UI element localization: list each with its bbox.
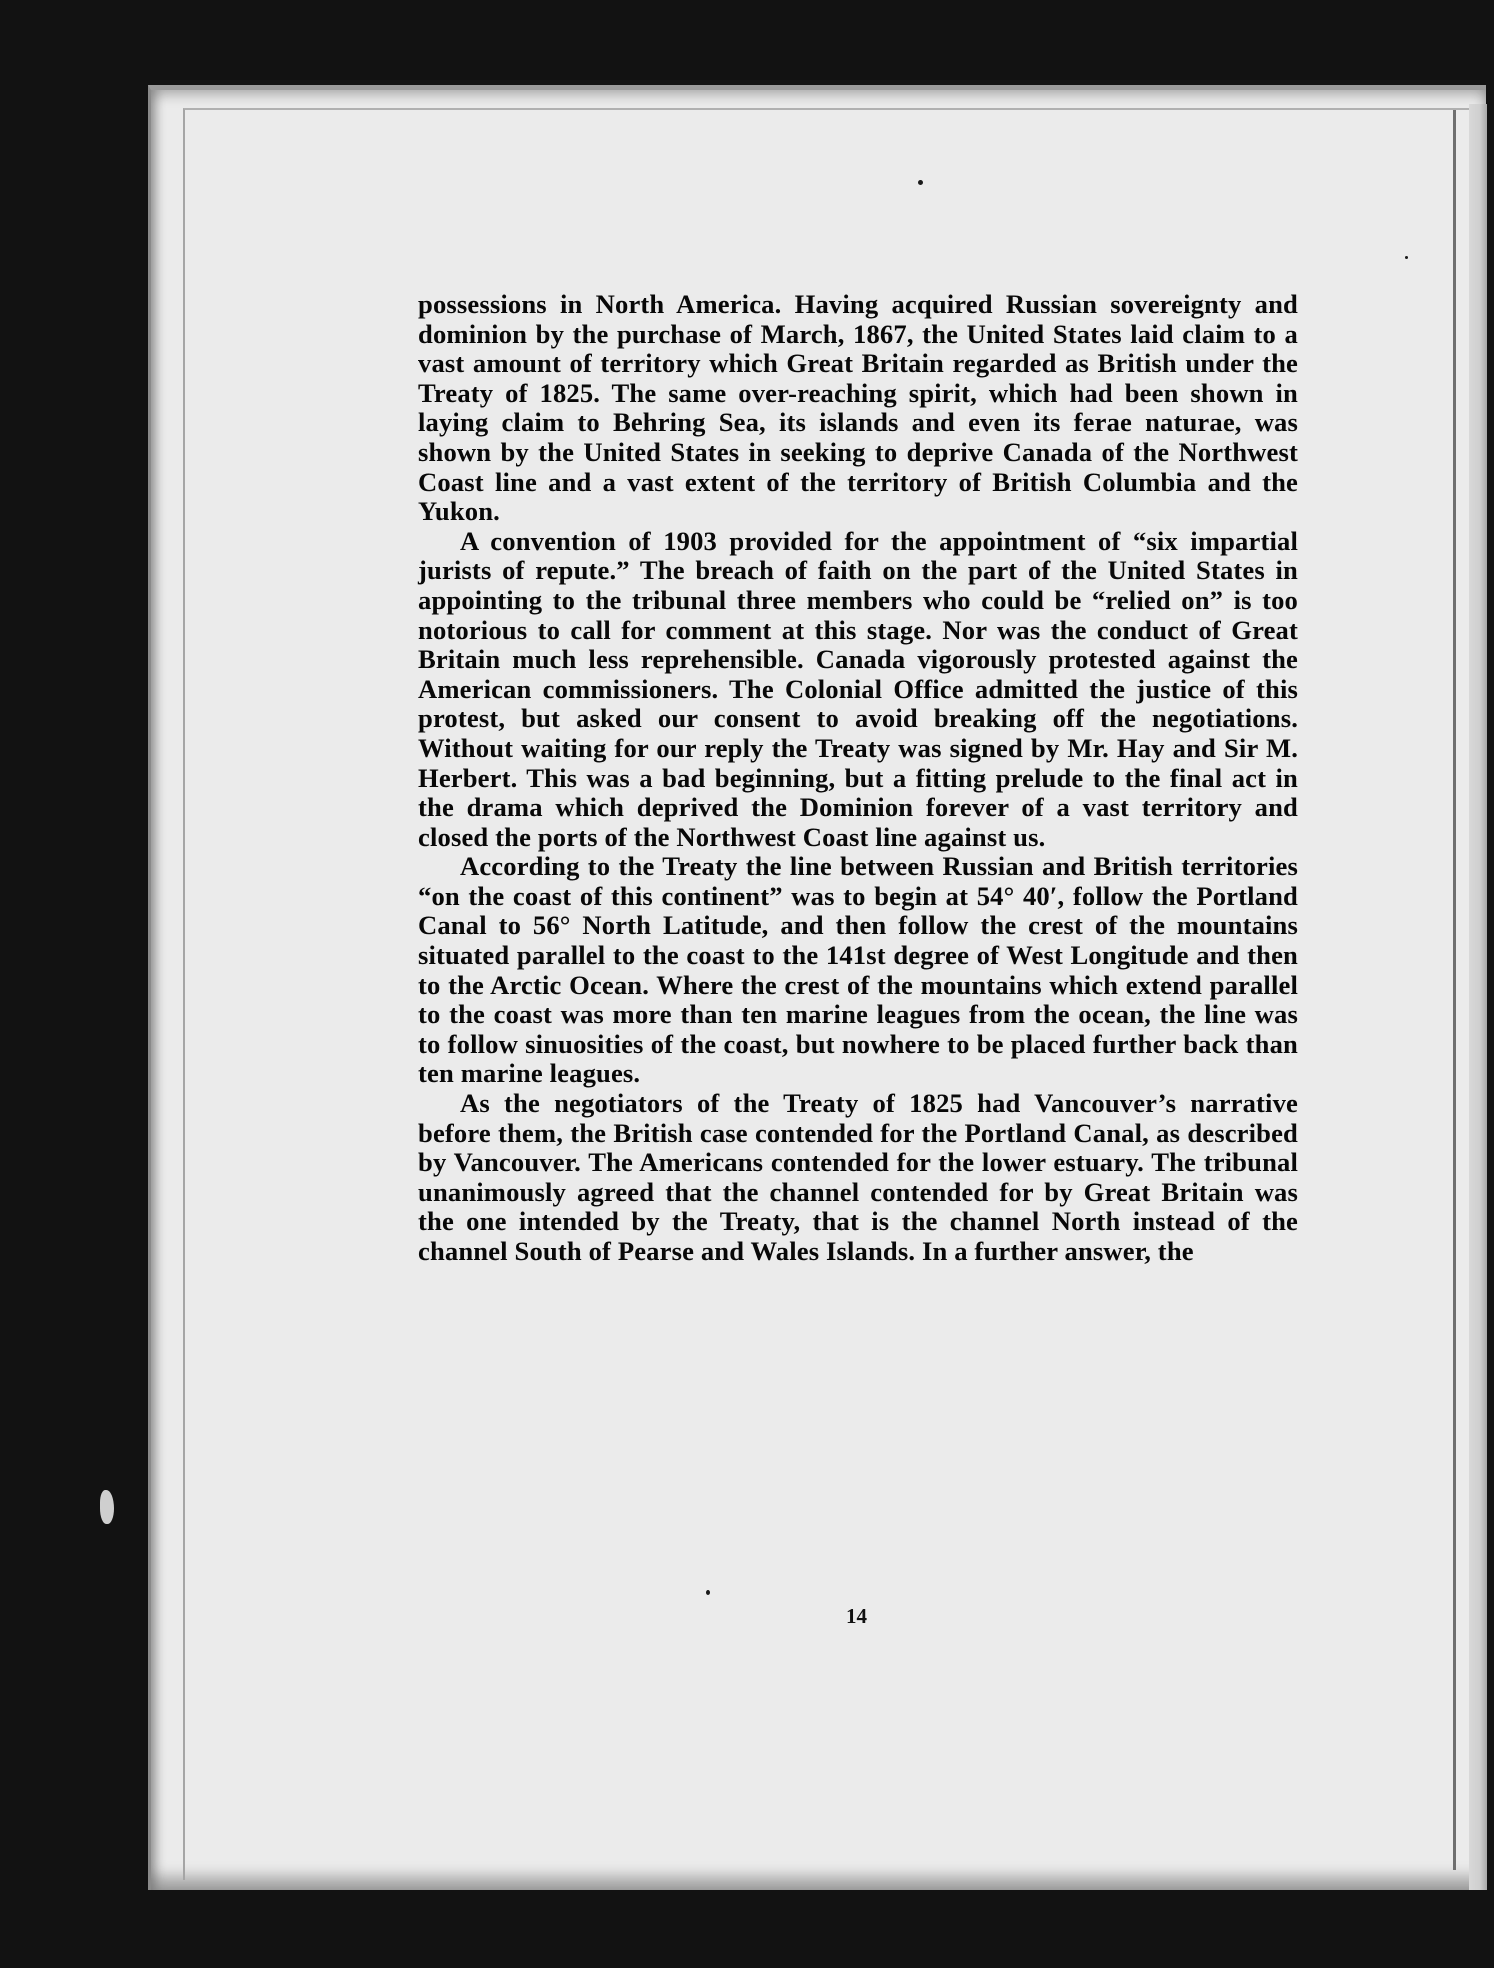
facing-page-edge bbox=[1469, 104, 1487, 1890]
scan-speck bbox=[706, 1590, 710, 1595]
paragraph-4: As the negotiators of the Treaty of 1825 had Vancouver’s narrative before them, the British case contended for the Portland Canal, as described by Vancouver. The Americans contended for the lower estuary. The tribunal unanimously agreed that the channel contended for by Great Britain was the one intended by the Treaty, that is the channel North instead of the channel South of Pearse and Wales Islands. In a further answer, the bbox=[418, 1088, 1298, 1266]
paragraph-1: possessions in North America. Having acquired Russian sovereignty and dominion by the purchase of March, 1867, the United States laid claim to a vast amount of territory which Great Britain regarded as British under the Treaty of 1825. The same over-reaching spirit, which had been shown in laying claim to Behring Sea, its islands and even its ferae naturae, was shown by the United States in seeking to deprive Canada of the Northwest Coast line and a vast extent of the territory of British Columbia and the Yukon. bbox=[418, 289, 1298, 527]
scan-speck bbox=[1405, 256, 1408, 259]
body-text bbox=[418, 290, 1298, 1267]
paragraph-2: A convention of 1903 provided for the appointment of “six impartial jurists of repute.” The breach of faith on the part of the United States in appointing to the tribunal three members who could be “relied on” is too notorious to call for comment at this stage. Nor was the conduct of Great Britain much less reprehensible. Canada vigorously protested against the American commissioners. The Colonial Office admitted the justice of this protest, but asked our consent to avoid breaking off the negotiations. Without waiting for our reply the Treaty was signed by Mr. Hay and Sir M. Herbert. This was a bad beginning, but a fitting prelude to the final act in the drama which deprived the Dominion forever of a vast territory and closed the ports of the Northwest Coast line against us. bbox=[418, 525, 1298, 852]
scan-blemish bbox=[100, 1490, 114, 1524]
page-number: 14 bbox=[846, 1604, 867, 1628]
paragraph-3: According to the Treaty the line between Russian and British territories “on the coast of this continent” was to begin at 54° 40′, follow the Portland Canal to 56° North Latitude, and then follow the crest of the mountains situated parallel to the coast to the 141st degree of West Longitude and then to the Arctic Ocean. Where the crest of the mountains which extend parallel to the coast was more than ten marine leagues from the ocean, the line was to follow sinuosities of the coast, but nowhere to be placed further back than ten marine leagues. bbox=[418, 851, 1298, 1089]
binding-gutter bbox=[1453, 110, 1456, 1870]
scan-speck bbox=[918, 180, 923, 185]
